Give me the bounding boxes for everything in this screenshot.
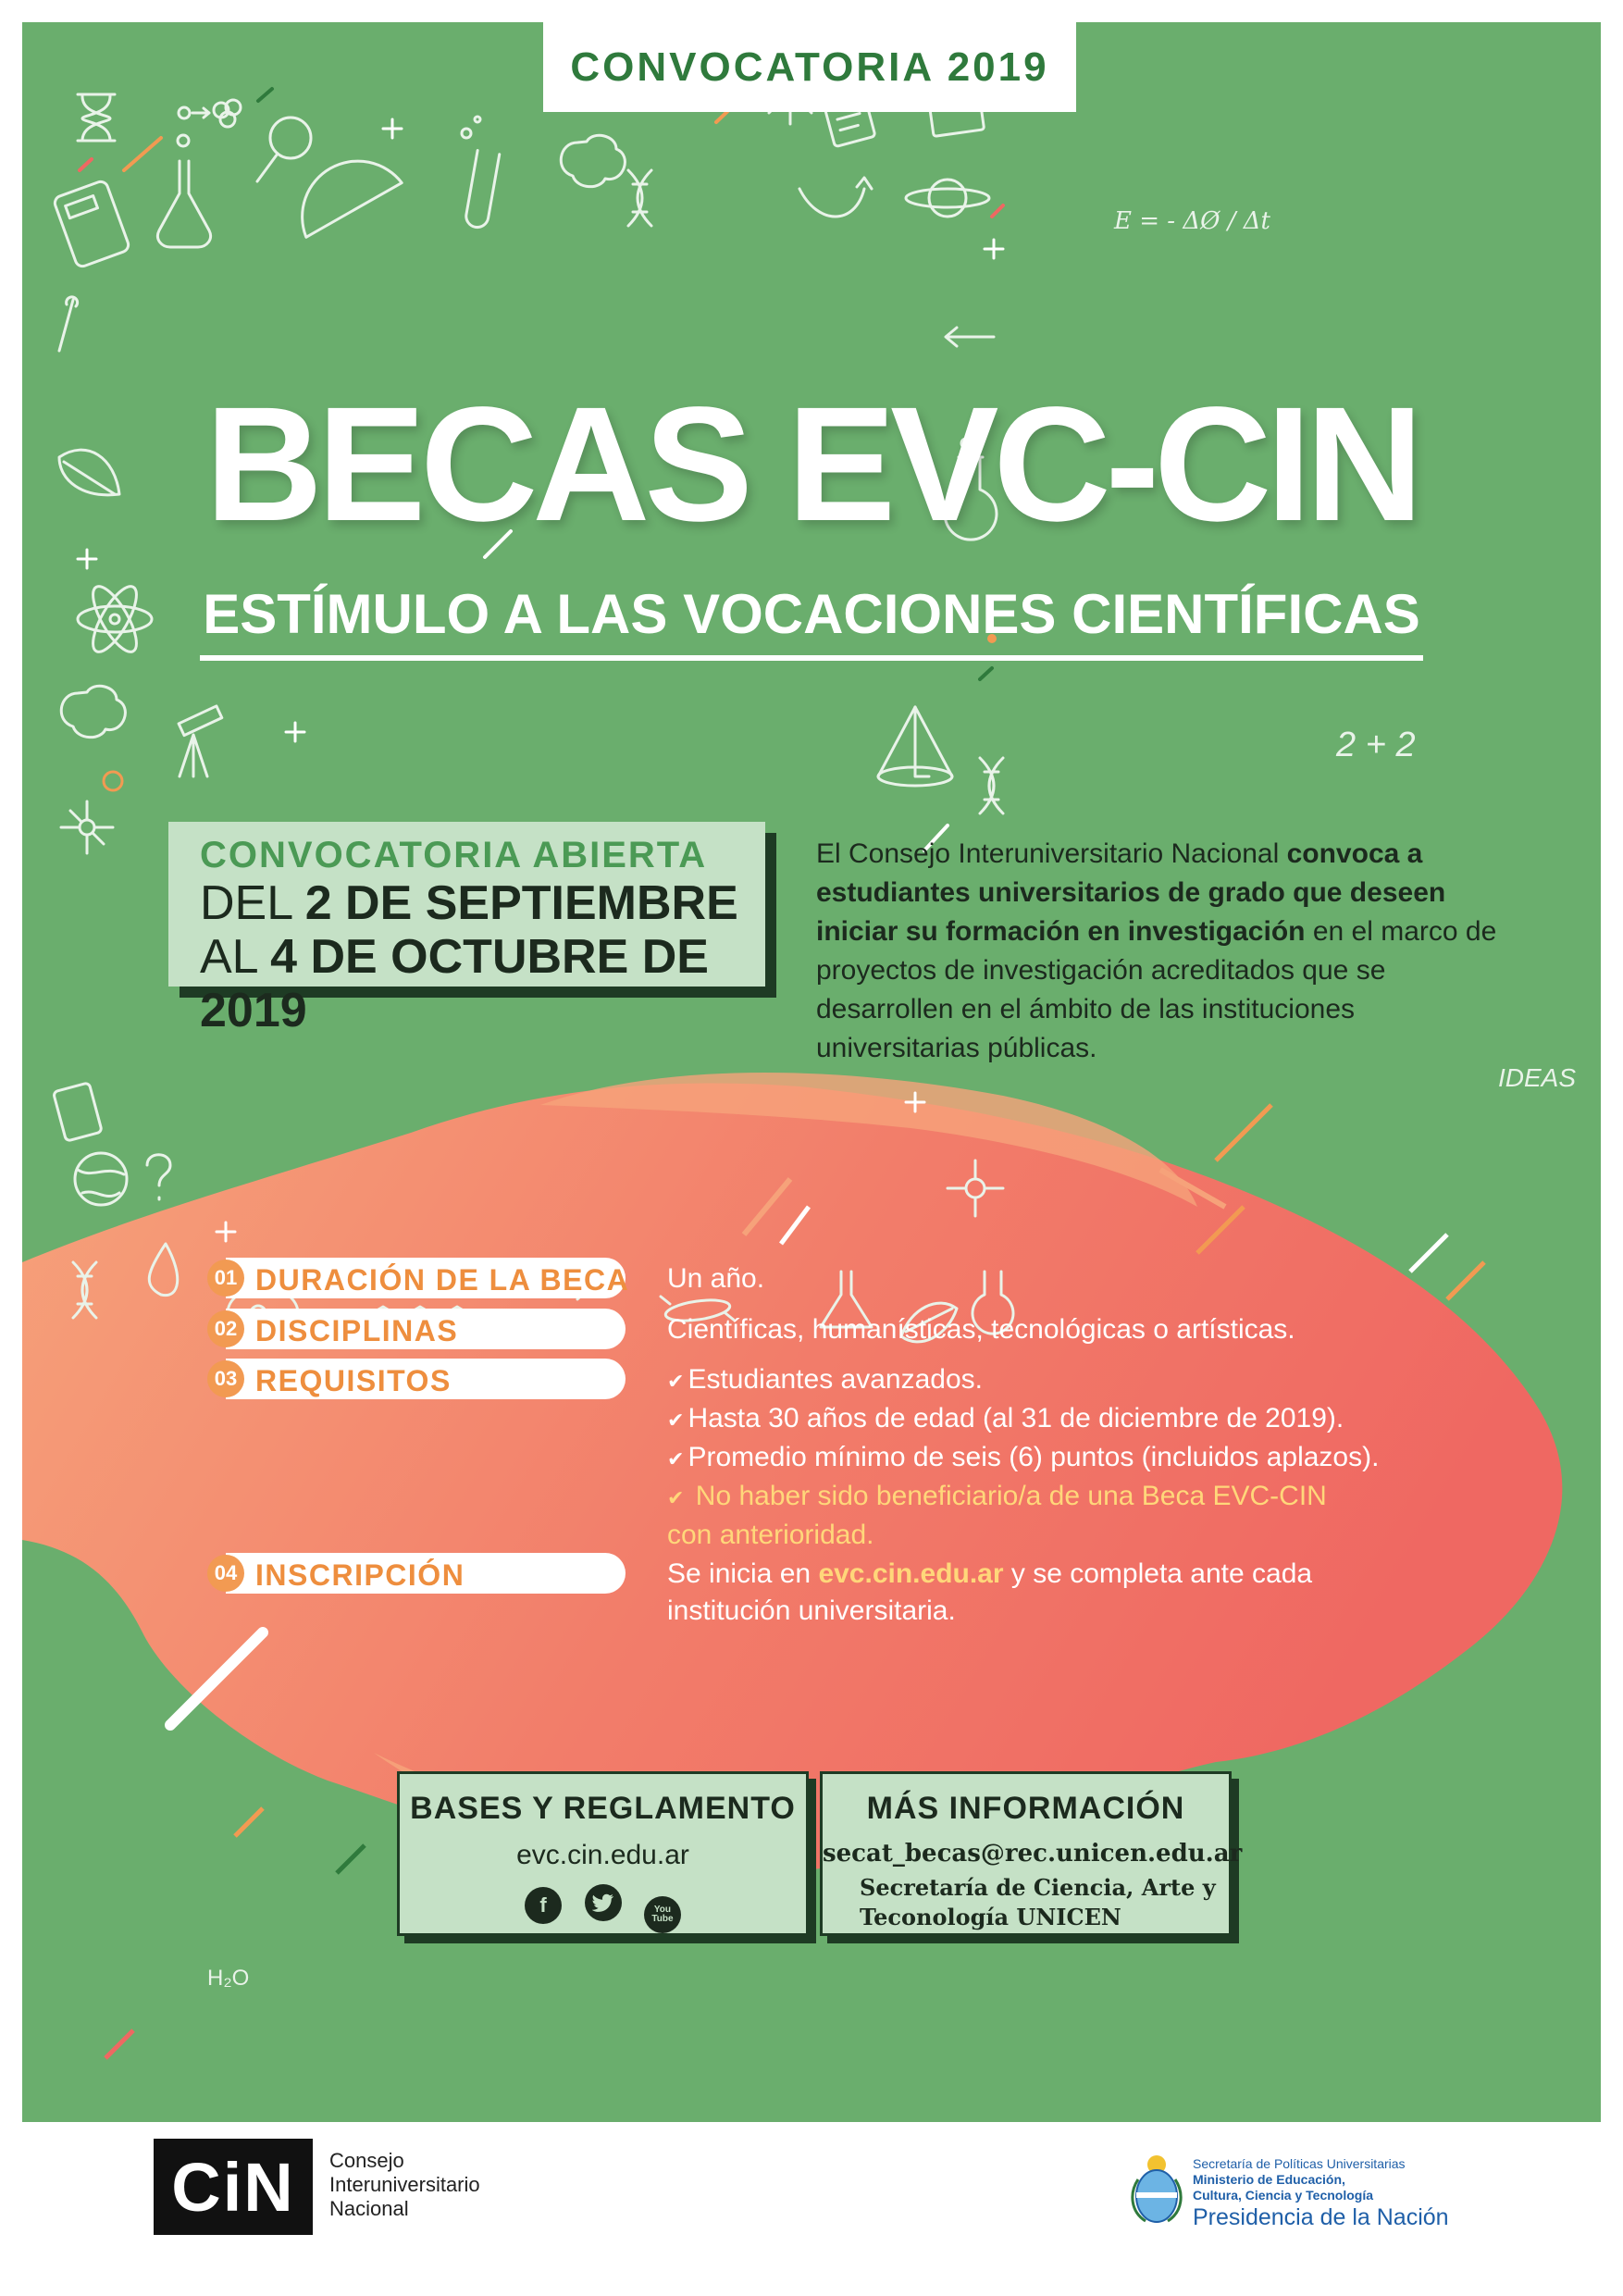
info-org (823, 1873, 1229, 1932)
info-title: MÁS INFORMACIÓN (866, 1791, 1185, 1826)
requirement-item (667, 1400, 1379, 1439)
requirements-list (667, 1361, 1379, 1554)
dna-icon (628, 170, 651, 226)
section-number: 04 (207, 1555, 244, 1592)
dates-box (168, 822, 765, 1037)
date-end-value: 4 DE OCTUBRE DE 2019 (200, 930, 709, 1037)
check-icon: ✔ (667, 1486, 685, 1509)
gov-block (1193, 2156, 1449, 2231)
pipette-icon (59, 297, 78, 351)
section-label: REQUISITOS (255, 1364, 452, 1397)
planet-icon (906, 180, 989, 217)
intro-text-1: El Consejo Interuniversitario Nacional (816, 838, 1287, 869)
main-title: BECAS EVC-CIN (204, 374, 1419, 555)
doodles-layer (22, 22, 1601, 2122)
brain-icon-2 (61, 686, 125, 737)
section-duration (214, 1258, 630, 1298)
requirement-text: Estudiantes avanzados. (688, 1364, 983, 1395)
facebook-icon[interactable]: f (525, 1887, 562, 1924)
section-requirements (214, 1359, 626, 1399)
hourglass-icon (78, 94, 115, 141)
twoplustwo-doodle: 2 + 2 (1336, 726, 1416, 764)
brain-icon (561, 135, 625, 186)
check-icon: ✔ (667, 1447, 685, 1471)
formula-doodle: E = - ΔØ / Δt (1114, 207, 1270, 235)
cin-logo: CiN (154, 2139, 313, 2235)
telescope-icon (179, 706, 222, 776)
intro-text-bold: convoca a estudiantes universitarios de grado que deseen iniciar su formación en investigación (816, 838, 1446, 947)
convocatoria-tab: CONVOCATORIA 2019 (543, 22, 1076, 112)
argentina-seal-icon (1129, 2152, 1184, 2226)
requirement-item (667, 1439, 1379, 1478)
question-icon (147, 1155, 170, 1199)
date-start (200, 876, 765, 930)
inscription-post: y se completa ante cada (1003, 1558, 1313, 1589)
gov-line4: Presidencia de la Nación (1193, 2204, 1449, 2230)
requirement-note-text: No haber sido beneficiario/a de una Beca EVC-CIN (695, 1481, 1327, 1511)
check-icon: ✔ (667, 1409, 685, 1432)
requirement-text: Promedio mínimo de seis (6) puntos (incluidos aplazos). (688, 1442, 1380, 1472)
cin-name-line3: Nacional (329, 2197, 409, 2220)
requirement-note-line2: con anterioridad. (667, 1520, 874, 1550)
section-label: INSCRIPCIÓN (255, 1558, 465, 1592)
bases-box (397, 1771, 809, 1936)
cin-name-line1: Consejo (329, 2149, 404, 2172)
requirement-item (667, 1361, 1379, 1400)
gov-line1: Secretaría de Políticas Universitarias (1193, 2156, 1406, 2171)
test-tube-icon (462, 117, 500, 229)
bases-title: BASES Y REGLAMENTO (410, 1791, 796, 1826)
section-inscription (214, 1553, 626, 1594)
section-duration-text: Un año. (667, 1263, 765, 1294)
flask-icon (157, 135, 210, 247)
globe-icon (75, 1153, 127, 1205)
water-drop-icon (149, 1244, 177, 1296)
section-label: DURACIÓN DE LA BECA (255, 1263, 630, 1297)
plus-icons (78, 119, 1003, 1241)
gov-line3: Cultura, Ciencia y Tecnología (1193, 2188, 1374, 2203)
twitter-icon[interactable] (585, 1884, 622, 1921)
curved-arrow-icon (799, 178, 872, 217)
social-icons (400, 1884, 806, 1933)
section-number: 01 (207, 1260, 244, 1297)
requirement-text: Hasta 30 años de edad (al 31 de diciembre de 2019). (688, 1403, 1344, 1433)
cone-icon (878, 707, 952, 786)
info-org-line1: Secretaría de Ciencia, Arte y (860, 1874, 1216, 1901)
inscription-link[interactable]: evc.cin.edu.ar (818, 1558, 1004, 1589)
magnifier-icon (257, 118, 311, 181)
neuron-icon-2 (61, 801, 113, 853)
check-icon: ✔ (667, 1370, 685, 1393)
section-number: 03 (207, 1360, 244, 1397)
arrow-icon (946, 328, 994, 346)
dna-icon-3 (73, 1262, 96, 1318)
youtube-icon[interactable]: You Tube (644, 1896, 681, 1933)
dna-icon-2 (980, 758, 1003, 813)
date-end-prefix: AL (200, 930, 271, 984)
subtitle-underline (200, 655, 1423, 661)
section-disciplines-text: Científicas, humanísticas, tecnológicas o artísticas. (667, 1314, 1295, 1345)
molecule-icon-2 (948, 1160, 1003, 1216)
date-start-value: 2 DE SEPTIEMBRE (304, 876, 738, 930)
inscription-text (667, 1556, 1312, 1630)
protractor-icon (290, 150, 409, 238)
section-number: 02 (207, 1310, 244, 1347)
requirement-note (667, 1478, 1379, 1517)
inscription-pre: Se inicia en (667, 1558, 819, 1589)
subtitle: ESTÍMULO A LAS VOCACIONES CIENTÍFICAS (203, 583, 1420, 645)
intro-text-2: en el marco de proyectos de investigación acreditados que se desarrollen en el ámbito de las instituciones universitarias públicas. (816, 916, 1497, 1063)
calculator-icon-2 (53, 1083, 102, 1141)
date-start-prefix: DEL (200, 876, 305, 930)
info-org-line2: Teconología UNICEN (860, 1904, 1121, 1930)
calculator-icon (53, 180, 130, 268)
bases-url[interactable]: evc.cin.edu.ar (516, 1840, 689, 1870)
inscription-line2: institución universitaria. (667, 1595, 956, 1626)
section-label: DISCIPLINAS (255, 1314, 459, 1347)
date-end (200, 930, 765, 1037)
intro-paragraph (816, 835, 1501, 1068)
dates-label: CONVOCATORIA ABIERTA (200, 835, 708, 875)
h2o-doodle: H₂O (207, 1966, 250, 1991)
gov-line2: Ministerio de Educación, (1193, 2172, 1345, 2187)
cin-name-line2: Interuniversitario (329, 2173, 480, 2196)
cin-name (329, 2149, 480, 2221)
section-disciplines (214, 1309, 626, 1349)
info-email[interactable]: secat_becas@rec.unicen.edu.ar (823, 1840, 1243, 1868)
ideas-doodle: IDEAS (1498, 1063, 1577, 1092)
cells-icon (179, 100, 241, 127)
poster (22, 22, 1601, 2122)
info-box (820, 1771, 1243, 1936)
